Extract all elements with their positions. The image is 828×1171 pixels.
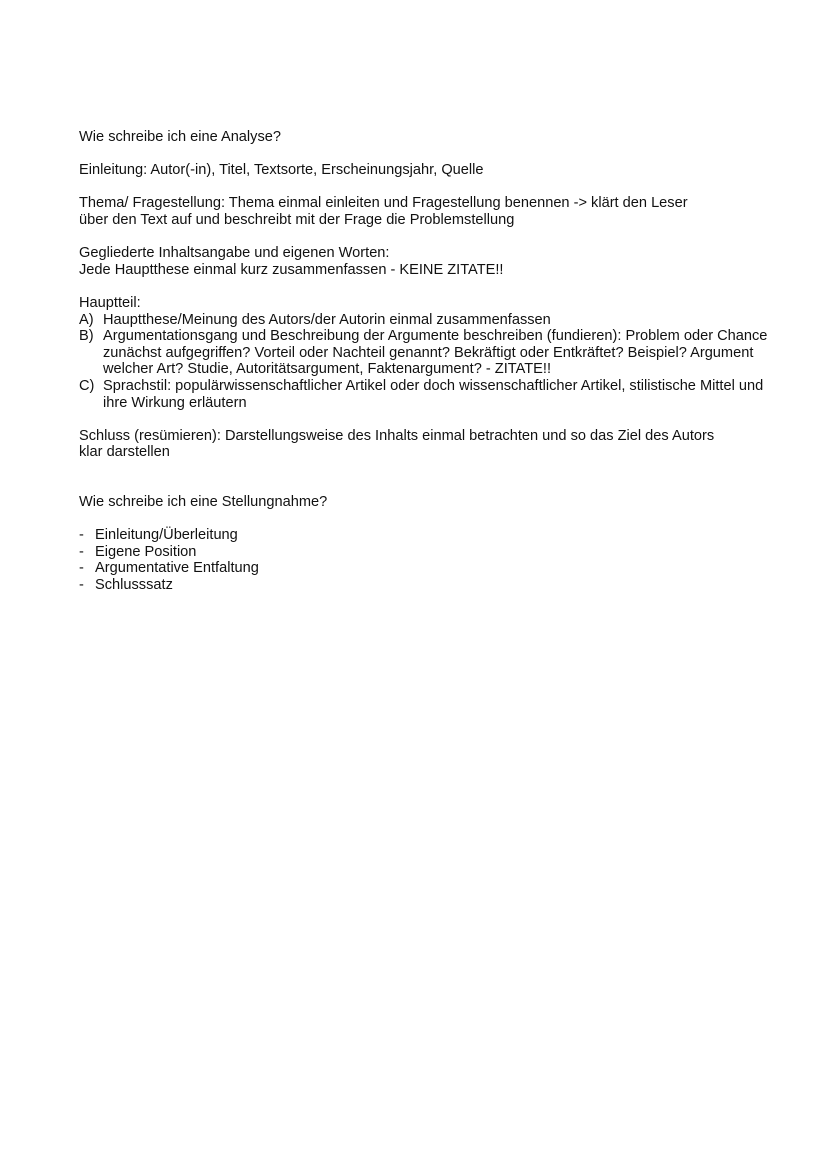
list-item-text: Sprachstil: populärwissenschaftlicher Artikel oder doch wissenschaftlicher Artikel, stilistische Mittel und ihre Wirkung erläutern (103, 377, 764, 411)
thema-line: über den Text auf und beschreibt mit der Frage die Problemstellung (79, 211, 515, 228)
list-item (79, 577, 769, 594)
list-item (79, 312, 769, 329)
schluss-line: klar darstellen (79, 444, 170, 461)
list-marker: A) (79, 311, 94, 328)
dash-bullet: - (79, 543, 84, 560)
inhaltsangabe-line: Gegliederte Inhaltsangabe und eigenen Worten: (79, 245, 390, 262)
list-item (79, 560, 769, 577)
stellungnahme-heading: Wie schreibe ich eine Stellungnahme? (79, 493, 328, 510)
list-item (79, 378, 769, 411)
list-item-text: Eigene Position (95, 543, 197, 560)
list-item (79, 328, 769, 378)
analyse-heading: Wie schreibe ich eine Analyse? (79, 129, 281, 145)
schluss-paragraph (79, 428, 769, 461)
dash-bullet: - (79, 560, 84, 577)
list-item-text: Schlusssatz (95, 576, 173, 593)
hauptteil-list (79, 312, 769, 412)
dash-bullet: - (79, 576, 84, 593)
hauptteil-section (79, 295, 769, 411)
inhaltsangabe-line: Jede Hauptthese einmal kurz zusammenfassen - KEINE ZITATE!! (79, 261, 504, 278)
schluss-line: Schluss (resümieren): Darstellungsweise des Inhalts einmal betrachten und so das Ziel des Autors (79, 427, 715, 444)
list-item (79, 527, 769, 544)
einleitung-paragraph: Einleitung: Autor(-in), Titel, Textsorte, Erscheinungsjahr, Quelle (79, 162, 484, 179)
thema-paragraph (79, 195, 769, 228)
list-item (79, 544, 769, 561)
document-page (79, 129, 769, 593)
thema-line: Thema/ Fragestellung: Thema einmal einleiten und Fragestellung benennen -> klärt den Leser (79, 195, 688, 212)
list-item-text: Argumentationsgang und Beschreibung der Argumente beschreiben (fundieren): Problem oder Chance zunächst aufgegriffen? Vorteil oder Nachteil genannt? Bekräftigt oder Entkräftet? Beispiel? Argument welcher Art? Studie, Autoritätsargument, Faktenargument? - ZITATE!! (103, 328, 768, 378)
inhaltsangabe-paragraph (79, 245, 769, 278)
stellungnahme-list (79, 527, 769, 593)
list-item-text: Argumentative Entfaltung (95, 560, 259, 577)
list-item-text: Einleitung/Überleitung (95, 527, 238, 544)
list-marker: C) (79, 377, 95, 394)
dash-bullet: - (79, 527, 84, 544)
hauptteil-label: Hauptteil: (79, 294, 141, 311)
list-marker: B) (79, 328, 94, 345)
list-item-text: Hauptthese/Meinung des Autors/der Autorin einmal zusammenfassen (103, 311, 551, 328)
